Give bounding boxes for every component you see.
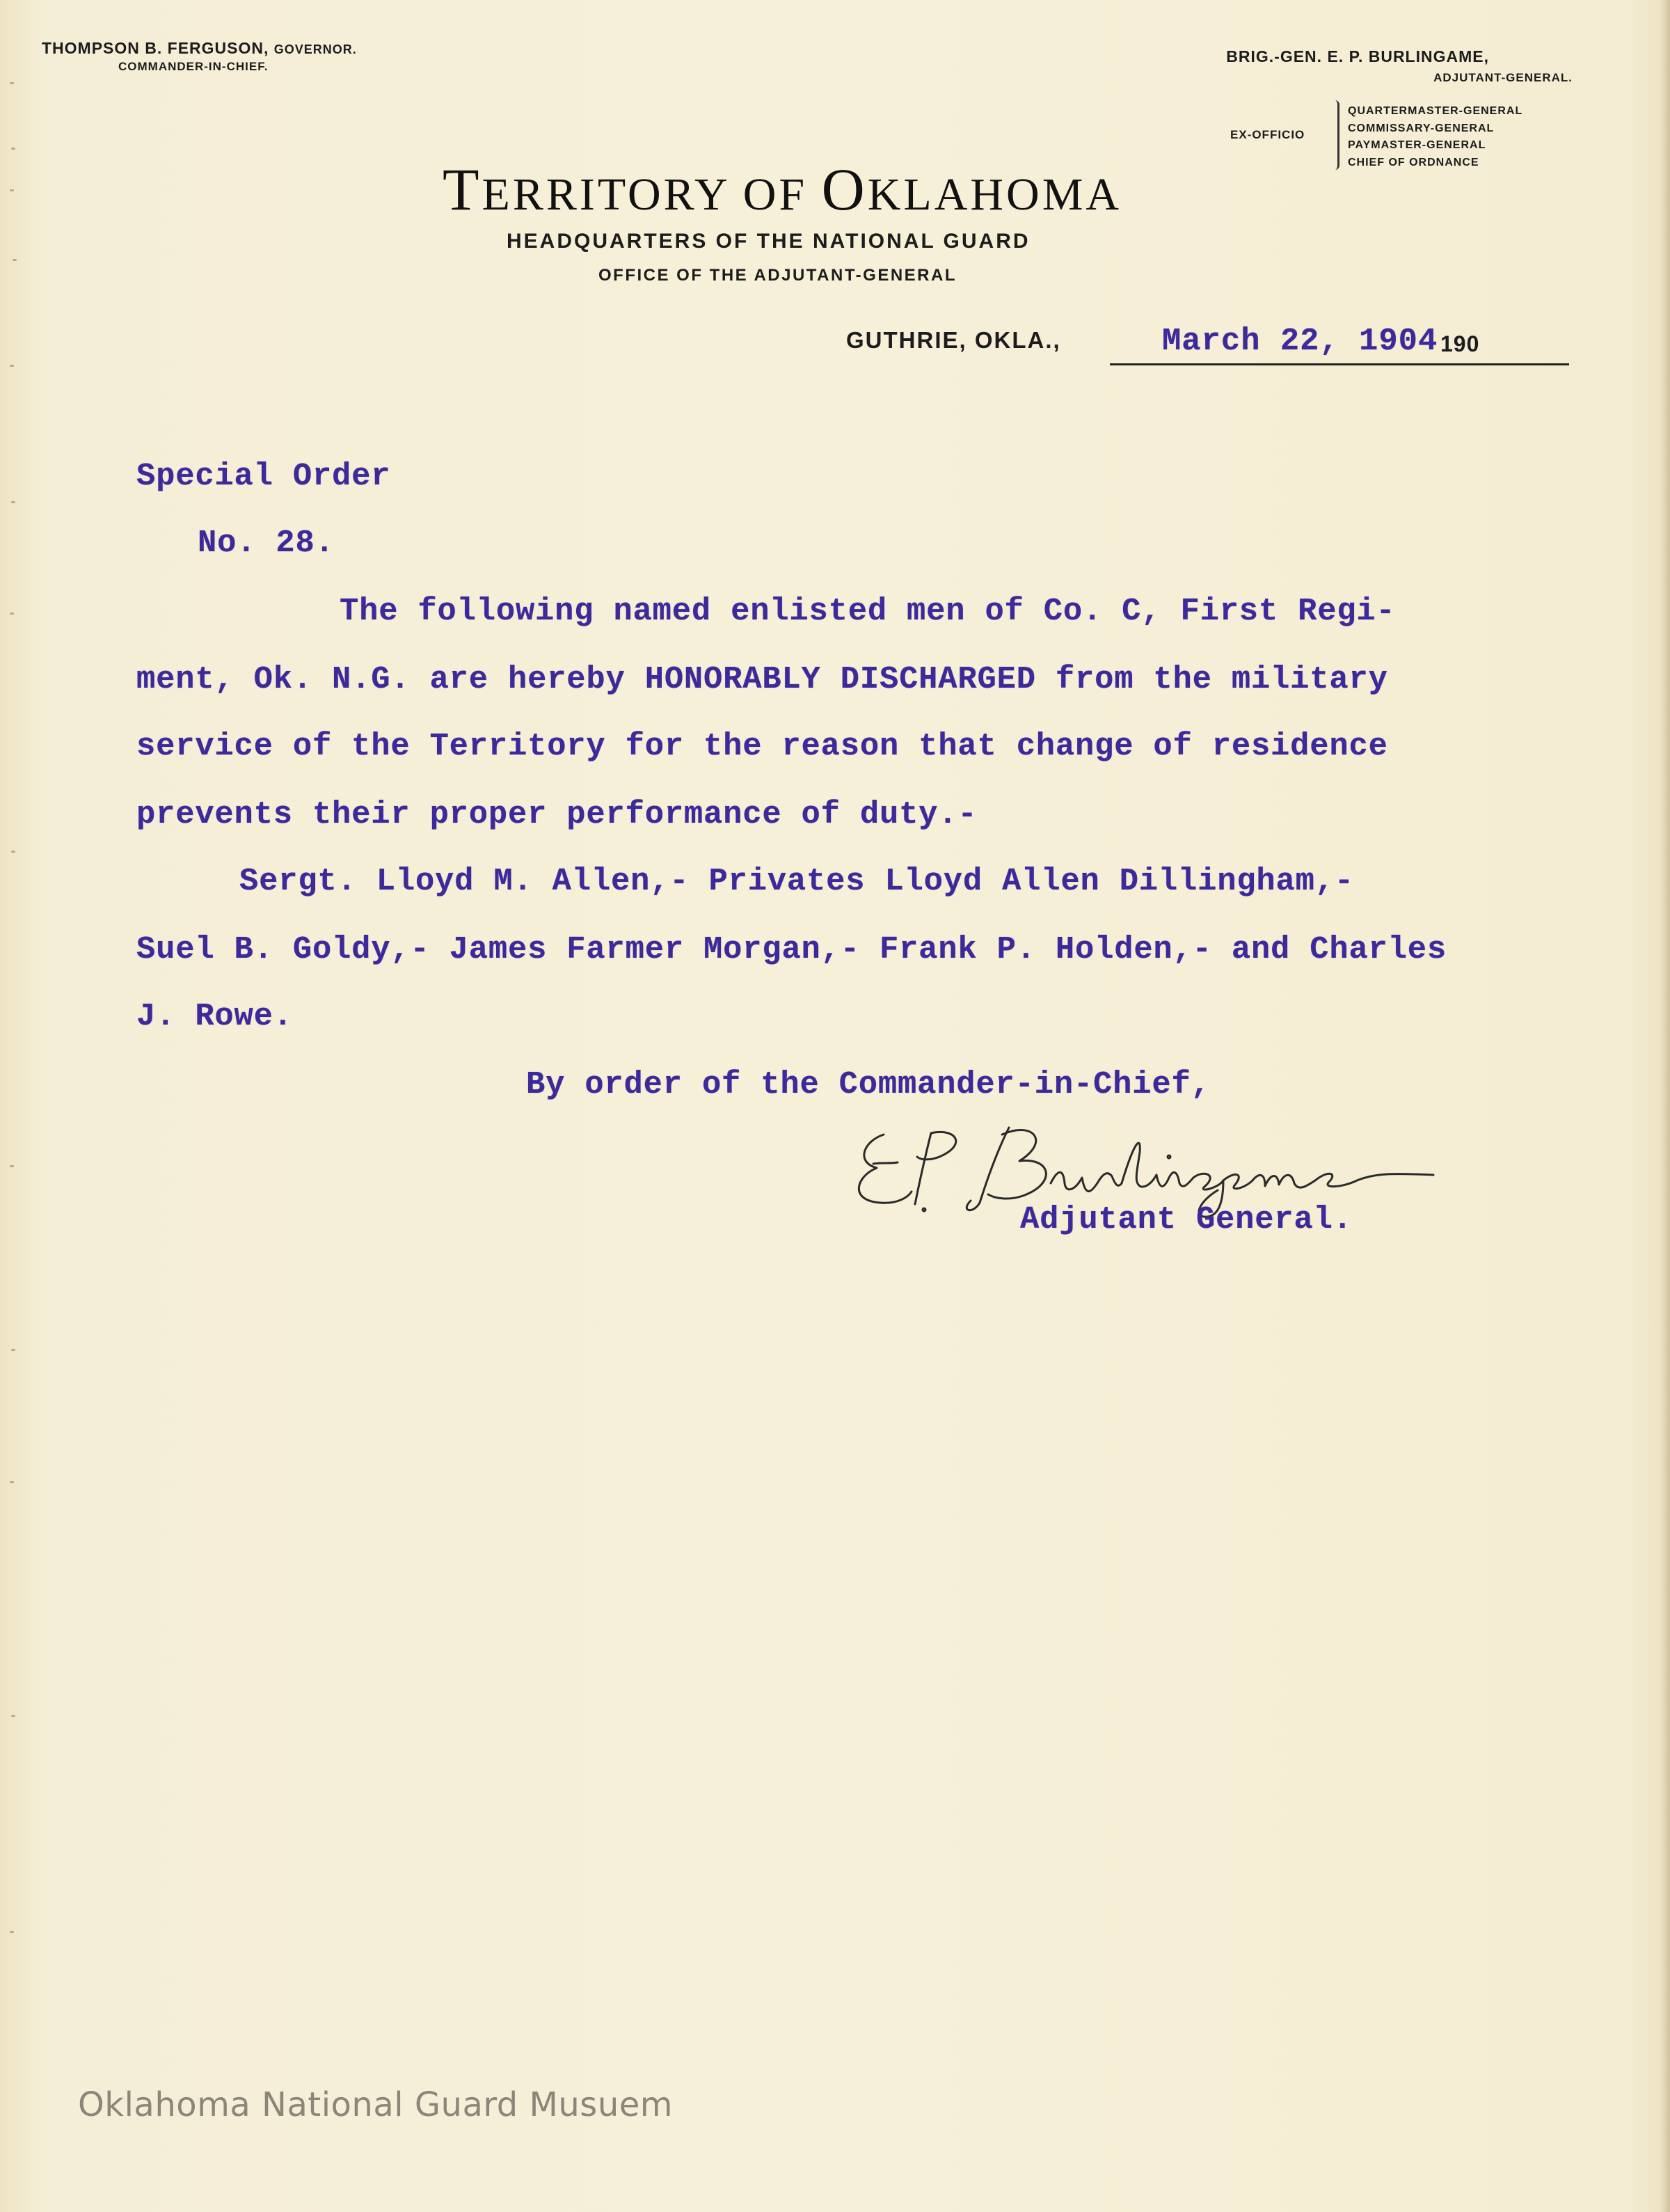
binder-mark: [11, 1349, 15, 1351]
headquarters-line: HEADQUARTERS OF THE NATIONAL GUARD: [507, 230, 1031, 253]
binder-mark: [10, 82, 14, 84]
binder-mark: [11, 1715, 15, 1717]
body-line: ment, Ok. N.G. are hereby HONORABLY DISCHARGED from the military: [136, 661, 1388, 697]
binder-mark: [10, 1165, 14, 1167]
title-part: ERRITORY OF: [482, 169, 822, 220]
binder-mark: [11, 148, 15, 150]
office-line: OFFICE OF THE ADJUTANT-GENERAL: [598, 266, 957, 285]
letter-date: March 22, 1904: [1162, 323, 1438, 359]
names-line: Suel B. Goldy,- James Farmer Morgan,- Frank P. Holden,- and Charles: [136, 931, 1447, 967]
signer-title: Adjutant General.: [1020, 1201, 1353, 1238]
binder-mark: [10, 613, 14, 615]
title-part: KLAHOMA: [867, 169, 1122, 220]
paper-edge-shadow: [1660, 0, 1670, 2212]
title-initial-t: T: [443, 156, 482, 223]
names-line: J. Rowe.: [136, 998, 293, 1034]
order-number: No. 28.: [198, 525, 335, 561]
closing-line: By order of the Commander-in-Chief,: [526, 1066, 1211, 1103]
brace-icon: [1330, 100, 1339, 170]
body-line: The following named enlisted men of Co. C, First Regi-: [340, 593, 1396, 629]
role-item: QUARTERMASTER-GENERAL: [1348, 105, 1523, 117]
body-line: prevents their proper performance of duty.-: [136, 796, 978, 832]
governor-name: [42, 39, 357, 58]
ex-officio-label: EX-OFFICIO: [1230, 128, 1305, 141]
binder-mark: [13, 259, 17, 261]
adjutant-general-subtitle: ADJUTANT-GENERAL.: [1433, 71, 1573, 84]
museum-watermark: Oklahoma National Guard Musuem: [78, 2085, 674, 2124]
body-line: service of the Territory for the reason that change of residence: [136, 728, 1388, 764]
order-title: Special Order: [136, 458, 391, 494]
governor-title: GOVERNOR.: [273, 42, 357, 56]
letterhead-title: [443, 155, 1122, 224]
role-item: CHIEF OF ORDNANCE: [1348, 156, 1479, 168]
names-line: Sergt. Lloyd M. Allen,- Privates Lloyd Allen Dillingham,-: [239, 863, 1354, 899]
place-label: GUTHRIE, OKLA.,: [846, 327, 1061, 353]
binder-mark: [10, 1931, 14, 1933]
role-item: COMMISSARY-GENERAL: [1348, 122, 1495, 134]
binder-mark: [11, 501, 15, 503]
governor-subtitle: COMMANDER-IN-CHIEF.: [118, 60, 269, 73]
binder-mark: [11, 851, 15, 853]
governor-name-text: THOMPSON B. FERGUSON,: [42, 39, 269, 57]
binder-mark: [10, 189, 14, 191]
date-underline: [1110, 363, 1569, 365]
ex-officio-roles: [1348, 103, 1522, 171]
adjutant-general-name: BRIG.-GEN. E. P. BURLINGAME,: [1226, 47, 1489, 65]
role-item: PAYMASTER-GENERAL: [1348, 139, 1486, 151]
binder-mark: [10, 1481, 14, 1483]
binder-mark: [10, 365, 14, 367]
year-prefix: 190: [1440, 331, 1480, 356]
title-initial-o: O: [821, 156, 868, 223]
